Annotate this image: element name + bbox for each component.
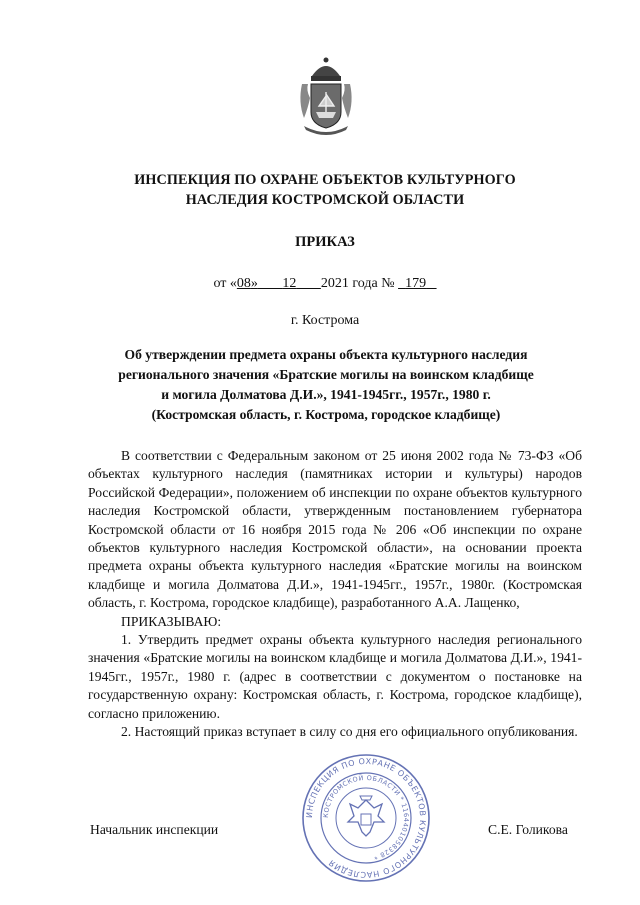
order-day-close: » [250,276,258,291]
signatory-position: Начальник инспекции [90,822,219,837]
document-title: ПРИКАЗ [295,234,355,250]
order-body [88,447,582,742]
order-date-number-line [60,276,590,292]
organization-name [60,170,590,210]
order-item-2: 2. Настоящий приказ вступает в силу со дня его официального опубликования. [121,724,578,740]
order-subject [70,345,582,425]
order-year-text: 2021 года № [320,276,395,291]
order-number: 179 [405,276,427,291]
order-from-label: от « [213,276,237,291]
order-directive: ПРИКАЗЫВАЮ: [121,613,222,629]
preamble-paragraph: В соответствии с Федеральным законом от 25 июня 2002 года № 73-ФЗ «Об объектах культурного наследия (памятниках истории и культуры) народов Российской Федерации», положением об инспекции по охране объектов культурного наследия Костромской области, утвержденным постановлением губернатора Костромской области от 16 ноября 2015 года № 206 «Об инспекции по охране объектов культурного наследия Костромской области», на основании проекта предмета охраны объекта культурного наследия «Братские могилы на воинском кладбище и могила Долматова Д.И.», 1941-1945гг., 1957г., 1980г. (Костромская область, г. Кострома, городское кладбище), разработанного А.А. Лащенко, [88,448,582,611]
order-day: 08 [236,276,251,291]
subject-line-3: и могила Долматова Д.И.», 1941-1945гг., 1957г., 1980 г. [161,387,491,402]
svg-text:ИНСПЕКЦИЯ ПО ОХРАНЕ ОБЪЕКТОВ К: ИНСПЕКЦИЯ ПО ОХРАНЕ ОБЪЕКТОВ КУЛЬТУРНОГО НАСЛЕДИЯ [304,756,428,880]
official-seal-stamp [300,752,432,884]
signatory-name: С.Е. Голикова [488,822,568,837]
subject-line-4: (Костромская область, г. Кострома, городское кладбище) [151,407,501,422]
subject-line-1: Об утверждении предмета охраны объекта культурного наследия [124,347,528,362]
order-city: г. Кострома [290,313,360,328]
svg-text:КОСТРОМСКОЙ ОБЛАСТИ * 11644010: КОСТРОМСКОЙ ОБЛАСТИ * 1164401058328 * [321,773,411,862]
order-month: 12 [282,276,297,291]
subject-line-2: регионального значения «Братские могилы на воинском кладбище [118,367,534,382]
order-item-1: 1. Утвердить предмет охраны объекта культурного наследия регионального значения «Братские могилы на воинском кладбище и могила Долматова Д.И.», 1941-1945гг., 1957г., 1980 г. (адрес в соответствии с документом о постановке на государственную охрану: Костромская область, г. Кострома, городское кладбище), согласно приложению. [88,632,582,721]
org-line-2: НАСЛЕДИЯ КОСТРОМСКОЙ ОБЛАСТИ [185,192,465,208]
coat-of-arms-emblem [298,54,354,138]
org-line-1: ИНСПЕКЦИЯ ПО ОХРАНЕ ОБЪЕКТОВ КУЛЬТУРНОГО [134,172,516,188]
